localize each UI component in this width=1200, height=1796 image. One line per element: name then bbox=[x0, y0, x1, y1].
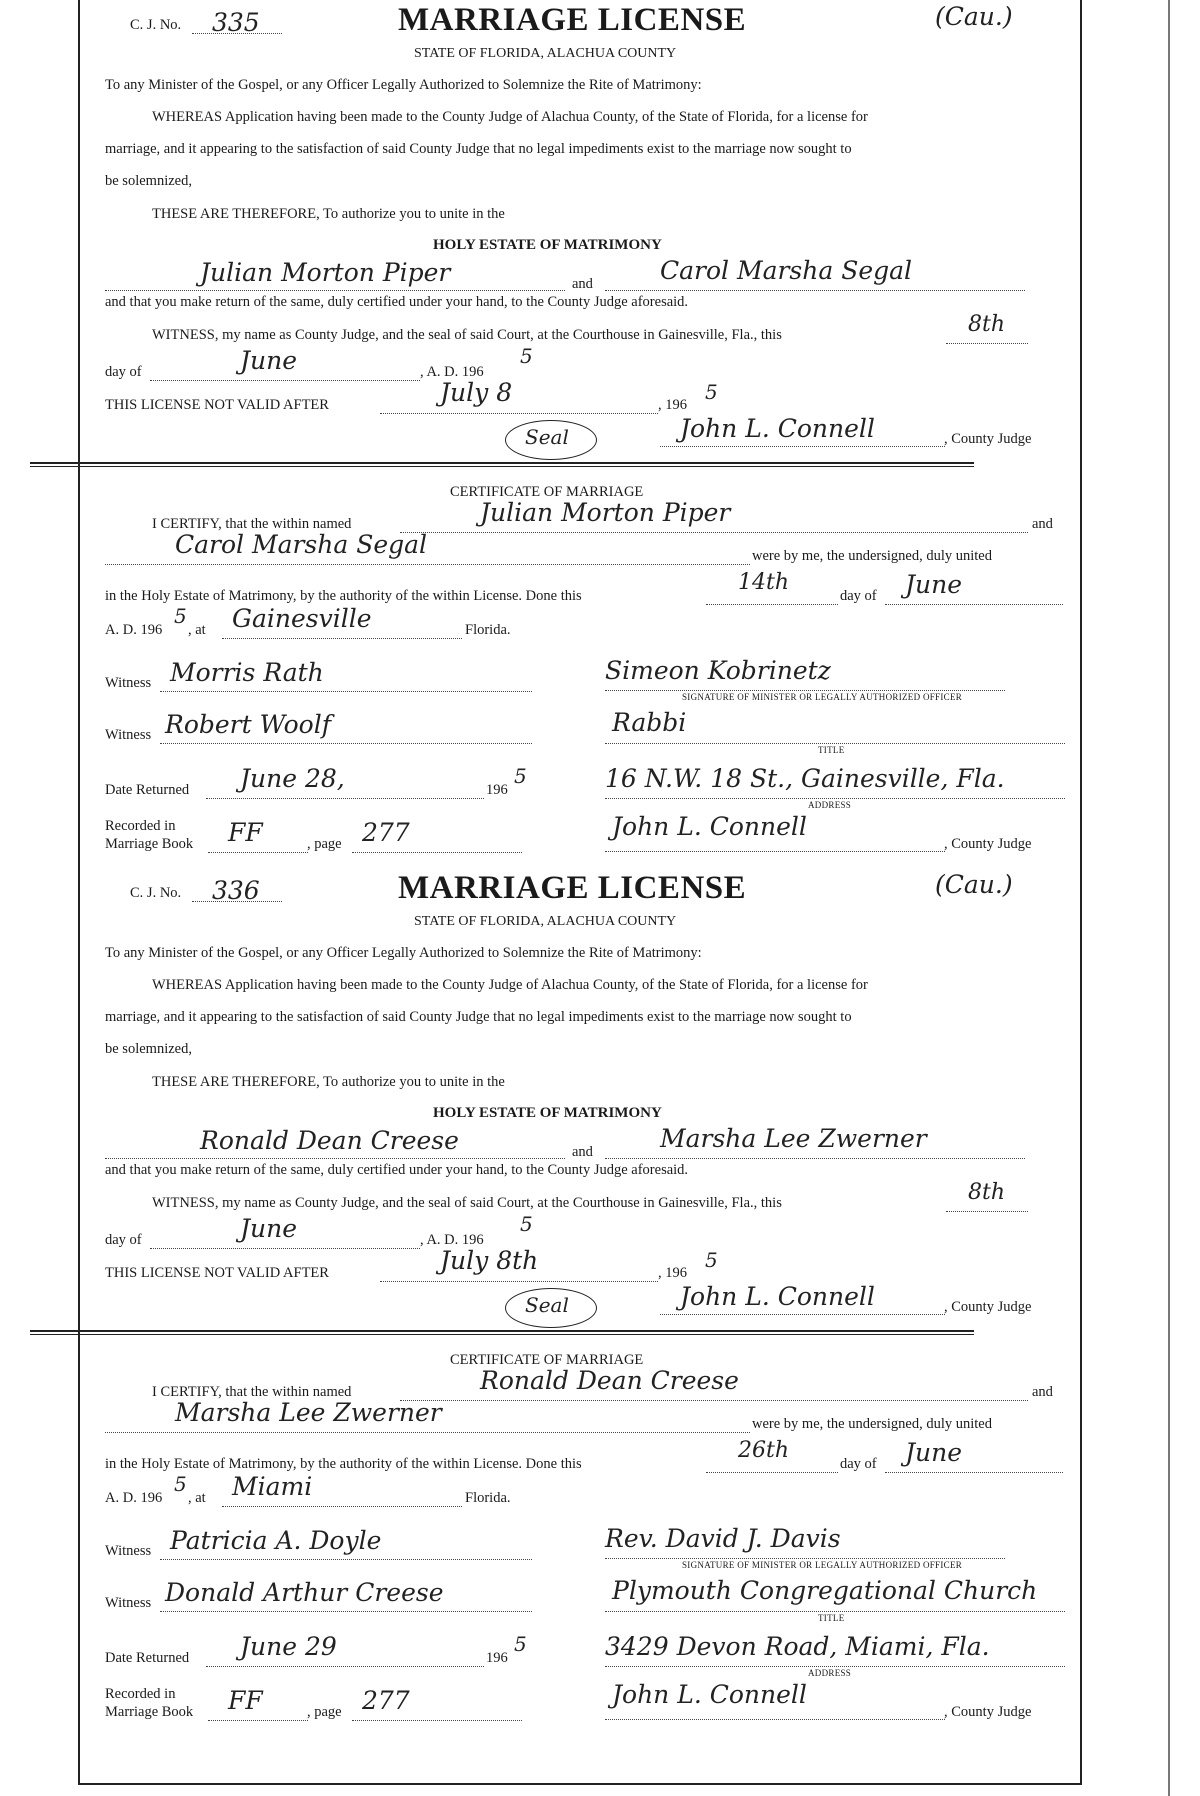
united-label: were by me, the undersigned, duly united bbox=[752, 1416, 992, 1432]
witness2-signature: Donald Arthur Creese bbox=[165, 1578, 444, 1607]
day-of-2: day of bbox=[840, 1456, 877, 1472]
therefore-line: THESE ARE THEREFORE, To authorize you to unite in the bbox=[152, 206, 505, 222]
witness1-signature: Patricia A. Doyle bbox=[170, 1526, 382, 1555]
county-judge-label: , County Judge bbox=[944, 431, 1032, 447]
seal-label: Seal bbox=[525, 425, 569, 449]
cert-groom: Julian Morton Piper bbox=[480, 498, 731, 527]
holy-done-line: in the Holy Estate of Matrimony, by the authority of the within License. Done this bbox=[105, 1456, 582, 1472]
license-title: MARRIAGE LICENSE bbox=[398, 870, 747, 906]
page-label: , page bbox=[307, 836, 342, 852]
witness1-label: Witness bbox=[105, 675, 152, 691]
cj-label: C. J. No. bbox=[130, 885, 182, 901]
and-label: and bbox=[572, 276, 593, 292]
officiant-title: Rabbi bbox=[612, 708, 687, 737]
officiant-title: Plymouth Congregational Church bbox=[612, 1576, 1038, 1605]
officiant-address: 3429 Devon Road, Miami, Fla. bbox=[605, 1632, 990, 1661]
whereas-line-2: marriage, and it appearing to the satisfaction of said County Judge that no legal impediments exist to the marriage now sought to bbox=[105, 141, 852, 157]
return-line: and that you make return of the same, duly certified under your hand, to the County Judge aforesaid. bbox=[105, 1162, 689, 1178]
witness1-signature: Morris Rath bbox=[170, 658, 324, 687]
page-label: , page bbox=[307, 1704, 342, 1720]
cert-and: and bbox=[1032, 516, 1053, 532]
date-returned-label: Date Returned bbox=[105, 1650, 190, 1666]
book-page: 277 bbox=[362, 1686, 410, 1715]
judge-signature: John L. Connell bbox=[680, 1282, 875, 1311]
officiant-signature: Simeon Kobrinetz bbox=[605, 656, 831, 685]
not-valid-label: THIS LICENSE NOT VALID AFTER bbox=[105, 1265, 329, 1281]
holy-estate: HOLY ESTATE OF MATRIMONY bbox=[433, 237, 662, 253]
ad-label: , A. D. 196 bbox=[420, 364, 484, 380]
address-caption: ADDRESS bbox=[808, 800, 852, 810]
day-of-label: day of bbox=[105, 1232, 142, 1248]
marriage-book: FF bbox=[228, 818, 263, 847]
whereas-line-1: WHEREAS Application having been made to the County Judge of Alachua County, of the State of Florida, for a license for bbox=[152, 109, 868, 125]
cj-label: C. J. No. bbox=[130, 17, 182, 33]
done-day: 14th bbox=[738, 570, 790, 595]
date-returned: June 28, bbox=[240, 764, 345, 793]
state-county: STATE OF FLORIDA, ALACHUA COUNTY bbox=[414, 914, 677, 929]
bride-name: Carol Marsha Segal bbox=[660, 256, 913, 285]
recorder-judge-label: , County Judge bbox=[944, 836, 1032, 852]
day-of-2: day of bbox=[840, 588, 877, 604]
cau-note: (Cau.) bbox=[935, 870, 1013, 899]
bride-name: Marsha Lee Zwerner bbox=[660, 1124, 927, 1153]
judge-signature: John L. Connell bbox=[680, 414, 875, 443]
therefore-line: THESE ARE THEREFORE, To authorize you to unite in the bbox=[152, 1074, 505, 1090]
groom-name: Ronald Dean Creese bbox=[200, 1126, 459, 1155]
signature-caption: SIGNATURE OF MINISTER OR LEGALLY AUTHORIZED OFFICER bbox=[682, 1560, 963, 1570]
marriage-license-form-1 bbox=[0, 0, 1200, 870]
license-year-digit: 5 bbox=[520, 344, 533, 368]
florida-label: Florida. bbox=[465, 1490, 511, 1506]
date-returned-label: Date Returned bbox=[105, 782, 190, 798]
done-day: 26th bbox=[738, 1438, 790, 1463]
officiant-signature: Rev. David J. Davis bbox=[605, 1524, 841, 1553]
officiant-address: 16 N.W. 18 St., Gainesville, Fla. bbox=[605, 764, 1005, 793]
license-month: June bbox=[240, 1214, 298, 1243]
title-caption: TITLE bbox=[818, 745, 845, 755]
holy-done-line: in the Holy Estate of Matrimony, by the authority of the within License. Done this bbox=[105, 588, 582, 604]
recorder-signature: John L. Connell bbox=[612, 1680, 807, 1709]
done-month: June bbox=[905, 1438, 963, 1467]
license-year-digit: 5 bbox=[520, 1212, 533, 1236]
done-month: June bbox=[905, 570, 963, 599]
ad-at-label: A. D. 196 bbox=[105, 1490, 163, 1506]
ad-year: 5 bbox=[174, 1472, 187, 1496]
ad-label: , A. D. 196 bbox=[420, 1232, 484, 1248]
signature-caption: SIGNATURE OF MINISTER OR LEGALLY AUTHORIZED OFFICER bbox=[682, 692, 963, 702]
not-valid-year: 5 bbox=[705, 380, 718, 404]
recorded-label: Recorded in bbox=[105, 1686, 176, 1702]
title-caption: TITLE bbox=[818, 1613, 845, 1623]
marriage-place: Miami bbox=[232, 1472, 313, 1501]
book-page: 277 bbox=[362, 818, 410, 847]
certify-label: I CERTIFY, that the within named bbox=[152, 516, 352, 532]
ad-at-label: A. D. 196 bbox=[105, 622, 163, 638]
cert-bride: Marsha Lee Zwerner bbox=[175, 1398, 442, 1427]
return-line: and that you make return of the same, duly certified under your hand, to the County Judge aforesaid. bbox=[105, 294, 689, 310]
witness-day: 8th bbox=[968, 1180, 1006, 1205]
witness2-signature: Robert Woolf bbox=[165, 710, 331, 739]
united-label: were by me, the undersigned, duly united bbox=[752, 548, 992, 564]
section-divider bbox=[30, 1330, 974, 1335]
license-title: MARRIAGE LICENSE bbox=[398, 2, 747, 38]
returned-year: 196 bbox=[486, 782, 508, 798]
not-valid-date: July 8 bbox=[440, 378, 513, 407]
year-prefix: , 196 bbox=[658, 1265, 687, 1281]
returned-year-digit: 5 bbox=[514, 1632, 527, 1656]
returned-year-digit: 5 bbox=[514, 764, 527, 788]
marriage-book-label: Marriage Book bbox=[105, 1704, 194, 1720]
state-county: STATE OF FLORIDA, ALACHUA COUNTY bbox=[414, 46, 677, 61]
cau-note: (Cau.) bbox=[935, 2, 1013, 31]
ad-year: 5 bbox=[174, 604, 187, 628]
address-caption: ADDRESS bbox=[808, 1668, 852, 1678]
witness-line: WITNESS, my name as County Judge, and the seal of said Court, at the Courthouse in Gainesville, Fla., this bbox=[152, 1195, 782, 1211]
recorder-judge-label: , County Judge bbox=[944, 1704, 1032, 1720]
marriage-book: FF bbox=[228, 1686, 263, 1715]
cert-groom: Ronald Dean Creese bbox=[480, 1366, 739, 1395]
groom-name: Julian Morton Piper bbox=[200, 258, 451, 287]
seal-label: Seal bbox=[525, 1293, 569, 1317]
certificate-title: CERTIFICATE OF MARRIAGE bbox=[450, 1352, 644, 1368]
and-label: and bbox=[572, 1144, 593, 1160]
section-divider bbox=[30, 462, 974, 467]
address-line: To any Minister of the Gospel, or any Officer Legally Authorized to Solemnize the Rite of Matrimony: bbox=[105, 77, 702, 93]
whereas-line-3: be solemnized, bbox=[105, 1041, 192, 1057]
holy-estate: HOLY ESTATE OF MATRIMONY bbox=[433, 1105, 662, 1121]
not-valid-year: 5 bbox=[705, 1248, 718, 1272]
day-of-label: day of bbox=[105, 364, 142, 380]
cj-number: 336 bbox=[212, 876, 260, 905]
year-prefix: , 196 bbox=[658, 397, 687, 413]
at-label: , at bbox=[188, 1490, 206, 1506]
at-label: , at bbox=[188, 622, 206, 638]
cj-number: 335 bbox=[212, 8, 260, 37]
marriage-place: Gainesville bbox=[232, 604, 372, 633]
cert-and: and bbox=[1032, 1384, 1053, 1400]
cert-bride: Carol Marsha Segal bbox=[175, 530, 428, 559]
recorder-signature: John L. Connell bbox=[612, 812, 807, 841]
returned-year: 196 bbox=[486, 1650, 508, 1666]
whereas-line-3: be solemnized, bbox=[105, 173, 192, 189]
certificate-title: CERTIFICATE OF MARRIAGE bbox=[450, 484, 644, 500]
witness2-label: Witness bbox=[105, 727, 152, 743]
witness1-label: Witness bbox=[105, 1543, 152, 1559]
license-month: June bbox=[240, 346, 298, 375]
county-judge-label: , County Judge bbox=[944, 1299, 1032, 1315]
not-valid-date: July 8th bbox=[440, 1246, 539, 1275]
witness2-label: Witness bbox=[105, 1595, 152, 1611]
whereas-line-2: marriage, and it appearing to the satisfaction of said County Judge that no legal impediments exist to the marriage now sought to bbox=[105, 1009, 852, 1025]
marriage-book-label: Marriage Book bbox=[105, 836, 194, 852]
florida-label: Florida. bbox=[465, 622, 511, 638]
recorded-label: Recorded in bbox=[105, 818, 176, 834]
witness-day: 8th bbox=[968, 312, 1006, 337]
address-line: To any Minister of the Gospel, or any Officer Legally Authorized to Solemnize the Rite of Matrimony: bbox=[105, 945, 702, 961]
whereas-line-1: WHEREAS Application having been made to the County Judge of Alachua County, of the State of Florida, for a license for bbox=[152, 977, 868, 993]
certify-label: I CERTIFY, that the within named bbox=[152, 1384, 352, 1400]
not-valid-label: THIS LICENSE NOT VALID AFTER bbox=[105, 397, 329, 413]
date-returned: June 29 bbox=[240, 1632, 337, 1661]
marriage-license-form-2 bbox=[0, 868, 1200, 1738]
witness-line: WITNESS, my name as County Judge, and the seal of said Court, at the Courthouse in Gainesville, Fla., this bbox=[152, 327, 782, 343]
